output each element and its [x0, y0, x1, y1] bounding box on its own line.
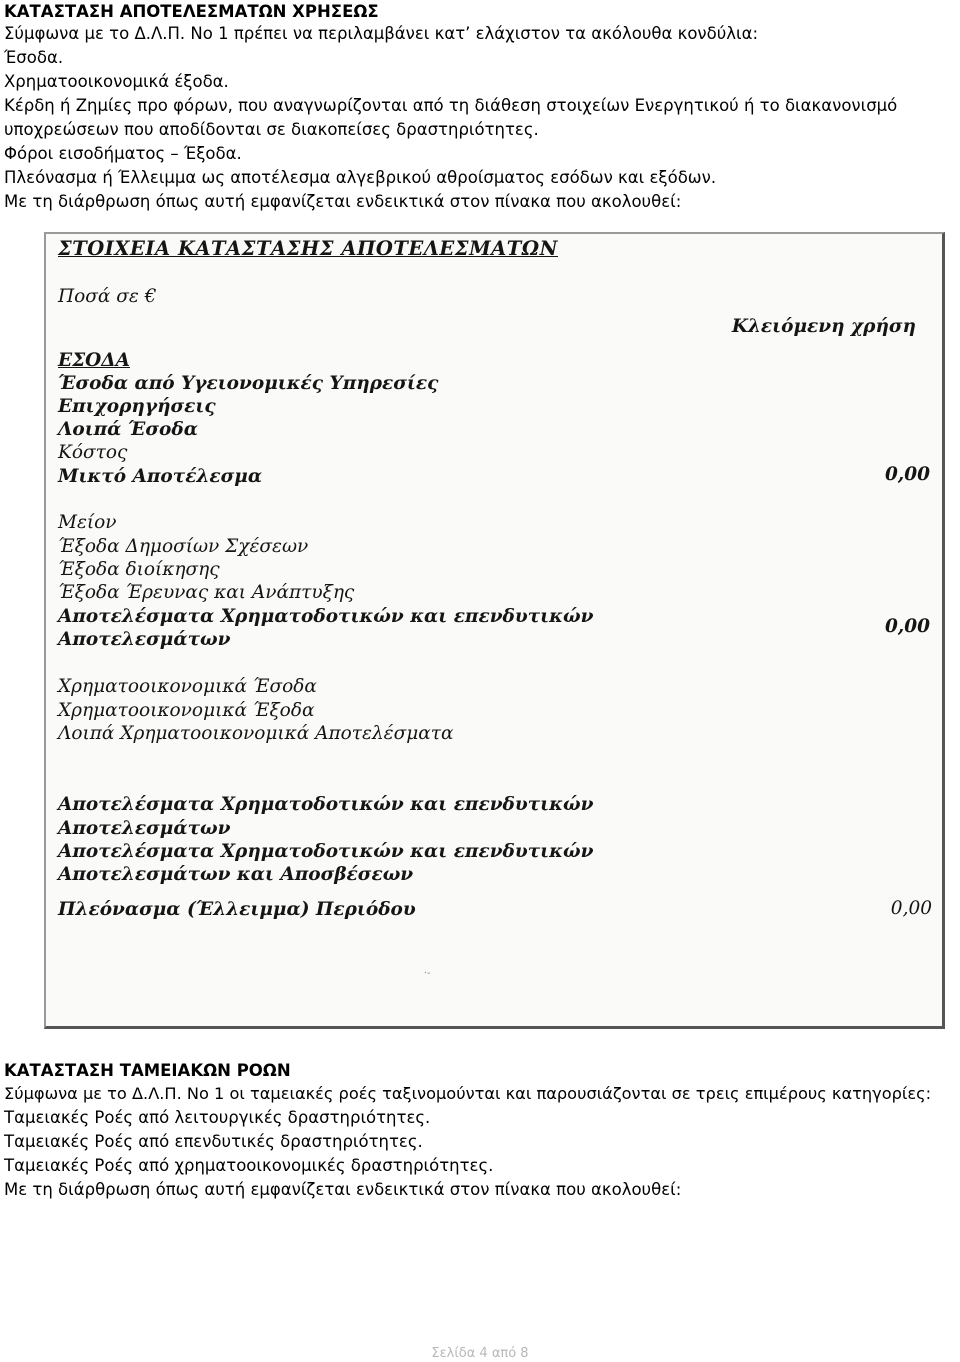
body-line: Σύμφωνα με το Δ.Λ.Π. Νο 1 πρέπει να περιλαμβάνει κατ’ ελάχιστον τα ακόλουθα κονδύλια:: [4, 24, 759, 43]
body-line: Έσοδα.: [4, 48, 64, 67]
income-header: ΕΣΟΔΑ: [58, 350, 131, 371]
body-line: Με τη διάρθρωση όπως αυτή εμφανίζεται ενδεικτικά στον πίνακα που ακολουθεί:: [4, 1180, 682, 1199]
body-line: Χρηματοοικονομικά έξοδα.: [4, 72, 229, 91]
row-less: Μείον: [58, 512, 117, 533]
column-header-closing-year: Κλειόμενη χρήση: [731, 316, 916, 337]
row-result-dep-line2: Αποτελεσμάτων και Αποσβέσεων: [58, 864, 414, 885]
row-result-before-fin-line2: Αποτελεσμάτων: [58, 629, 231, 650]
body-line: Ταμειακές Ροές από επενδυτικές δραστηριότητες.: [4, 1132, 423, 1151]
scan-speck-decoration: ·-: [424, 968, 431, 979]
section-heading-cash-flows: ΚΑΤΑΣΤΑΣΗ ΤΑΜΕΙΑΚΩΝ ΡΟΩΝ: [4, 1061, 291, 1080]
row-other-fin-results: Λοιπά Χρηματοοικονομικά Αποτελέσματα: [58, 723, 454, 744]
row-surplus: Πλεόνασμα (Έλλειμμα) Περιόδου: [58, 899, 416, 920]
row-cost: Κόστος: [58, 442, 128, 463]
row-health-income: Έσοδα από Υγειονομικές Υπηρεσίες: [58, 373, 439, 394]
row-result-fin-line2: Αποτελεσμάτων: [58, 818, 231, 839]
body-line: Ταμειακές Ροές από χρηματοοικονομικές δραστηριότητες.: [4, 1156, 494, 1175]
row-other-income: Λοιπά Έσοδα: [58, 419, 198, 440]
row-result-dep-line1: Αποτελέσματα Χρηματοδοτικών και επενδυτικών: [58, 841, 594, 862]
page-number: Σελίδα 4 από 8: [431, 1346, 529, 1361]
row-admin-expenses: Έξοδα διοίκησης: [58, 559, 220, 580]
row-rd-expenses: Έξοδα Έρευνας και Ανάπτυξης: [58, 582, 355, 603]
body-line: Πλεόνασμα ή Έλλειμμα ως αποτέλεσμα αλγεβρικού αθροίσματος εσόδων και εξόδων.: [4, 168, 717, 187]
body-line: υποχρεώσεων που αποδίδονται σε διακοπείσες δραστηριότητες.: [4, 120, 539, 139]
row-grants: Επιχορηγήσεις: [58, 396, 216, 417]
body-line: Σύμφωνα με το Δ.Λ.Π. Νο 1 οι ταμειακές ροές ταξινομούνται και παρουσιάζονται σε τρεις επιμέρους κατηγορίες:: [4, 1084, 932, 1103]
income-statement-scan: [44, 232, 945, 1029]
row-pr-expenses: Έξοδα Δημοσίων Σχέσεων: [58, 536, 309, 557]
body-line: Κέρδη ή Ζημίες προ φόρων, που αναγνωρίζονται από τη διάθεση στοιχείων Ενεργητικού ή το διακανονισμό: [4, 96, 898, 115]
section-heading-income-statement: ΚΑΤΑΣΤΑΣΗ ΑΠΟΤΕΛΕΣΜΑΤΩΝ ΧΡΗΣΕΩΣ: [4, 2, 379, 21]
body-line: Με τη διάρθρωση όπως αυτή εμφανίζεται ενδεικτικά στον πίνακα που ακολουθεί:: [4, 192, 682, 211]
row-result-before-fin-line1: Αποτελέσματα Χρηματοδοτικών και επενδυτικών: [58, 606, 594, 627]
body-line: Ταμειακές Ροές από λειτουργικές δραστηριότητες.: [4, 1108, 431, 1127]
value-surplus: 0,00: [890, 898, 932, 919]
value-gross-result: 0,00: [884, 464, 930, 485]
body-line: Φόροι εισοδήματος – Έξοδα.: [4, 144, 242, 163]
statement-title: ΣΤΟΙΧΕΙΑ ΚΑΤΑΣΤΑΣΗΣ ΑΠΟΤΕΛΕΣΜΑΤΩΝ: [58, 237, 558, 260]
amounts-label: Ποσά σε €: [58, 286, 157, 307]
row-fin-expenses: Χρηματοοικονομικά Έξοδα: [58, 700, 315, 721]
row-fin-income: Χρηματοοικονομικά Έσοδα: [58, 676, 317, 697]
value-result-before-fin: 0,00: [884, 616, 930, 637]
row-gross-result: Μικτό Αποτέλεσμα: [58, 466, 263, 487]
row-result-fin-line1: Αποτελέσματα Χρηματοδοτικών και επενδυτικών: [58, 794, 594, 815]
